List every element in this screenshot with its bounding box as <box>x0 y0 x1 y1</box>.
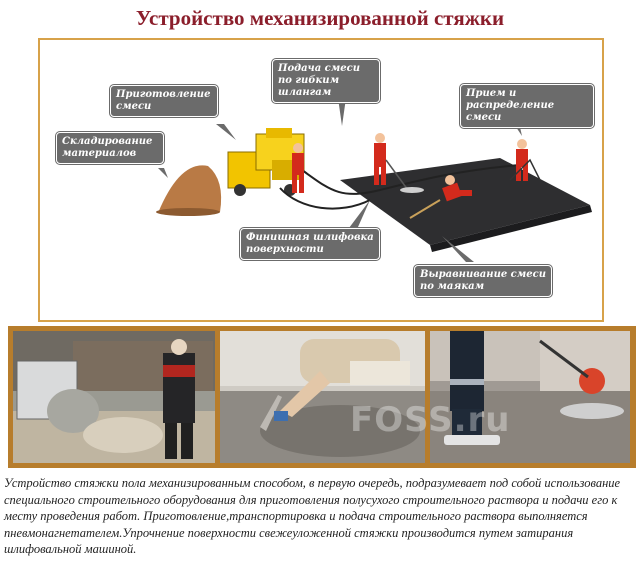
worker-machine <box>292 143 304 193</box>
callout-leveling: Выравнивание смеси по маякам <box>414 265 552 297</box>
page-title: Устройство механизированной стяжки <box>135 6 505 30</box>
photo-strip <box>8 326 636 468</box>
photo-leveling <box>220 331 425 463</box>
photo-machine-worker <box>13 331 215 463</box>
callout-receive: Прием и распределение смеси <box>460 84 594 128</box>
callout-prep: Приготовление смеси <box>110 85 218 117</box>
worker-receive <box>510 139 540 181</box>
diagram-frame <box>38 38 604 322</box>
description-text: Устройство стяжки пола механизированным способом, в первую очередь, подразумевает под собой использование специального строительного оборудования для приготовления полусухого строительного раствора и подачи его к месту проведения работ. Приготовление,транспортировка и подача строительного раствора выполняется пневмонагнетателем.Упрочнение поверхности свежеуложенной стяжки производится путем затирания шлифовальной машиной. <box>4 476 621 556</box>
photo-grinding <box>430 331 630 463</box>
watermark: FOSS.ru <box>350 400 511 440</box>
callout-grinding: Финишная шлифовка поверхности <box>240 228 380 260</box>
callout-hose: Подача смеси по гибким шлангам <box>272 59 380 103</box>
sand-pile <box>158 165 221 213</box>
callout-storage: Складирование материалов <box>56 132 164 164</box>
